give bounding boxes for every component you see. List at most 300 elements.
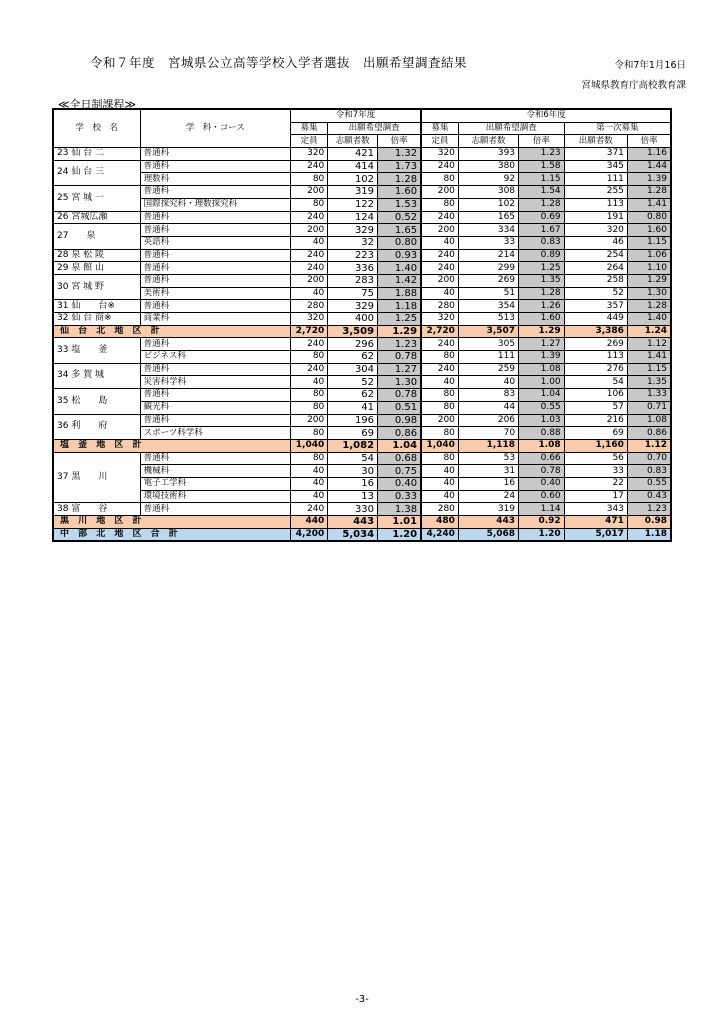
applicants-r6: 111 <box>458 351 518 364</box>
school-name: 31 仙 台※ <box>53 300 140 313</box>
course-name: 普通科 <box>140 300 290 313</box>
applicants-r6: 269 <box>458 274 518 287</box>
capacity-r6: 200 <box>421 186 458 199</box>
first-rate-r6: 1.33 <box>627 389 671 402</box>
rate-r6: 0.89 <box>519 249 565 262</box>
table-row <box>53 477 671 490</box>
capacity-r6: 240 <box>421 363 458 376</box>
first-applicants-r6: 33 <box>564 465 627 478</box>
capacity-r6: 240 <box>421 249 458 262</box>
rate-r6: 1.14 <box>519 503 565 516</box>
first-rate-r6: 1.29 <box>627 274 671 287</box>
rate-r7: 1.32 <box>378 148 422 161</box>
first-applicants-r6: 113 <box>564 351 627 364</box>
course-name: 普通科 <box>140 274 290 287</box>
rate-r6: 1.58 <box>519 160 565 173</box>
header-capacity-top-r6: 募集 <box>421 122 458 135</box>
applicants-r6: 5,068 <box>458 528 518 541</box>
capacity-r6: 240 <box>421 211 458 224</box>
first-rate-r6: 1.10 <box>627 262 671 275</box>
first-rate-r6: 1.28 <box>627 186 671 199</box>
applicants-r7: 62 <box>328 389 378 402</box>
header-capacity-top-r7: 募集 <box>290 122 327 135</box>
rate-r6: 1.27 <box>519 338 565 351</box>
course-name: スポーツ科学科 <box>140 427 290 440</box>
applicants-r6: 92 <box>458 173 518 186</box>
first-applicants-r6: 1,160 <box>564 439 627 452</box>
course-name: 普通科 <box>140 224 290 237</box>
course-name: ビジネス科 <box>140 351 290 364</box>
rate-r6: 1.29 <box>519 325 565 338</box>
school-name: 37 黒 川 <box>53 452 140 503</box>
course-name: 商業科 <box>140 313 290 326</box>
rate-r7: 1.40 <box>378 262 422 275</box>
table-row <box>53 148 671 161</box>
table-row <box>53 160 671 173</box>
rate-r6: 1.03 <box>519 414 565 427</box>
rate-r7: 1.27 <box>378 363 422 376</box>
course-name: 環境技術科 <box>140 490 290 503</box>
applicants-r6: 165 <box>458 211 518 224</box>
applicants-r6: 16 <box>458 477 518 490</box>
capacity-r7: 200 <box>290 274 327 287</box>
capacity-r7: 240 <box>290 211 327 224</box>
capacity-r6: 40 <box>421 465 458 478</box>
applicants-r7: 304 <box>328 363 378 376</box>
course-name: 普通科 <box>140 211 290 224</box>
total-label: 中 部 北 地 区 合 計 <box>53 528 290 541</box>
first-applicants-r6: 191 <box>564 211 627 224</box>
table-row <box>53 338 671 351</box>
applicants-r6: 33 <box>458 236 518 249</box>
table-row <box>53 224 671 237</box>
capacity-r6: 200 <box>421 274 458 287</box>
applicants-r6: 24 <box>458 490 518 503</box>
total-label: 仙 台 北 地 区 計 <box>53 325 290 338</box>
capacity-r6: 1,040 <box>421 439 458 452</box>
applicants-r6: 3,507 <box>458 325 518 338</box>
rate-r7: 1.20 <box>378 528 422 541</box>
capacity-r6: 80 <box>421 401 458 414</box>
rate-r6: 0.40 <box>519 477 565 490</box>
first-applicants-r6: 449 <box>564 313 627 326</box>
applicants-r7: 329 <box>328 224 378 237</box>
first-applicants-r6: 46 <box>564 236 627 249</box>
applicants-r7: 52 <box>328 376 378 389</box>
table-row <box>53 198 671 211</box>
capacity-r6: 320 <box>421 313 458 326</box>
course-name: 普通科 <box>140 414 290 427</box>
capacity-r7: 240 <box>290 249 327 262</box>
rate-r6: 0.60 <box>519 490 565 503</box>
first-rate-r6: 1.35 <box>627 376 671 389</box>
first-applicants-r6: 357 <box>564 300 627 313</box>
first-rate-r6: 0.71 <box>627 401 671 414</box>
table-row <box>53 389 671 402</box>
course-name: 観光科 <box>140 401 290 414</box>
first-rate-r6: 1.15 <box>627 363 671 376</box>
first-rate-r6: 1.60 <box>627 224 671 237</box>
rate-r7: 0.93 <box>378 249 422 262</box>
capacity-r7: 320 <box>290 148 327 161</box>
capacity-r6: 2,720 <box>421 325 458 338</box>
capacity-r7: 240 <box>290 160 327 173</box>
school-name: 33 塩 釜 <box>53 338 140 363</box>
capacity-r6: 240 <box>421 160 458 173</box>
capacity-r7: 80 <box>290 351 327 364</box>
rate-r7: 0.80 <box>378 236 422 249</box>
applicants-r6: 40 <box>458 376 518 389</box>
rate-r7: 0.75 <box>378 465 422 478</box>
first-rate-r6: 1.41 <box>627 198 671 211</box>
rate-r6: 0.66 <box>519 452 565 465</box>
applicants-r7: 75 <box>328 287 378 300</box>
table-row <box>53 262 671 275</box>
capacity-r7: 80 <box>290 401 327 414</box>
rate-r6: 1.04 <box>519 389 565 402</box>
capacity-r6: 240 <box>421 338 458 351</box>
header-course: 学 科・コース <box>140 109 290 148</box>
rate-r7: 1.73 <box>378 160 422 173</box>
header-first-applicants-r6: 出願者数 <box>564 135 627 148</box>
applicants-r7: 283 <box>328 274 378 287</box>
header-survey-r6: 出願希望調査 <box>458 122 564 135</box>
rate-r6: 1.26 <box>519 300 565 313</box>
capacity-r6: 40 <box>421 490 458 503</box>
applicants-r7: 13 <box>328 490 378 503</box>
capacity-r7: 40 <box>290 477 327 490</box>
applicants-r6: 102 <box>458 198 518 211</box>
first-rate-r6: 1.44 <box>627 160 671 173</box>
applicants-r7: 414 <box>328 160 378 173</box>
rate-r7: 0.52 <box>378 211 422 224</box>
first-rate-r6: 1.12 <box>627 338 671 351</box>
school-name: 35 松 島 <box>53 389 140 414</box>
table-row <box>53 452 671 465</box>
school-name: 26 宮城広瀬 <box>53 211 140 224</box>
page-number: -3- <box>355 994 369 1005</box>
table-header <box>53 109 671 148</box>
capacity-r7: 40 <box>290 287 327 300</box>
school-name: 25 宮 城 一 <box>53 186 140 211</box>
capacity-r7: 1,040 <box>290 439 327 452</box>
table-row <box>53 465 671 478</box>
applicants-r6: 354 <box>458 300 518 313</box>
first-rate-r6: 0.83 <box>627 465 671 478</box>
first-rate-r6: 1.16 <box>627 148 671 161</box>
rate-r7: 1.18 <box>378 300 422 313</box>
applicants-r6: 214 <box>458 249 518 262</box>
capacity-r7: 240 <box>290 262 327 275</box>
rate-r6: 1.08 <box>519 363 565 376</box>
applicants-r6: 319 <box>458 503 518 516</box>
first-rate-r6: 0.98 <box>627 516 671 529</box>
first-rate-r6: 0.43 <box>627 490 671 503</box>
header-first-round-r6: 第一次募集 <box>564 122 671 135</box>
rate-r6: 1.54 <box>519 186 565 199</box>
first-applicants-r6: 54 <box>564 376 627 389</box>
capacity-r7: 40 <box>290 465 327 478</box>
first-applicants-r6: 254 <box>564 249 627 262</box>
applicants-r7: 32 <box>328 236 378 249</box>
rate-r7: 0.78 <box>378 351 422 364</box>
header-rate-r7: 倍率 <box>378 135 422 148</box>
school-name: 34 多 賀 城 <box>53 363 140 388</box>
first-applicants-r6: 57 <box>564 401 627 414</box>
applicants-r7: 223 <box>328 249 378 262</box>
rate-r6: 1.25 <box>519 262 565 275</box>
first-rate-r6: 0.70 <box>627 452 671 465</box>
rate-r6: 0.83 <box>519 236 565 249</box>
school-name: 38 富 谷 <box>53 503 140 516</box>
total-label: 黒 川 地 区 計 <box>53 516 290 529</box>
table-row <box>53 490 671 503</box>
course-name: 普通科 <box>140 249 290 262</box>
applicants-r7: 319 <box>328 186 378 199</box>
rate-r7: 1.38 <box>378 503 422 516</box>
course-name: 国際探究科・理数探究科 <box>140 198 290 211</box>
capacity-r7: 240 <box>290 338 327 351</box>
rate-r7: 0.86 <box>378 427 422 440</box>
first-applicants-r6: 276 <box>564 363 627 376</box>
course-name: 電子工学科 <box>140 477 290 490</box>
school-name: 23 仙 台 二 <box>53 148 140 161</box>
capacity-r6: 40 <box>421 287 458 300</box>
applicants-r6: 44 <box>458 401 518 414</box>
rate-r7: 0.68 <box>378 452 422 465</box>
applicants-r7: 196 <box>328 414 378 427</box>
applicants-r7: 30 <box>328 465 378 478</box>
school-name: 30 宮 城 野 <box>53 274 140 299</box>
capacity-r7: 80 <box>290 389 327 402</box>
page-title: 令和７年度 宮城県公立高等学校入学者選抜 出願希望調査結果 <box>90 55 468 70</box>
rate-r7: 1.30 <box>378 376 422 389</box>
rate-r7: 1.28 <box>378 173 422 186</box>
rate-r6: 1.35 <box>519 274 565 287</box>
capacity-r7: 80 <box>290 173 327 186</box>
applicants-r7: 102 <box>328 173 378 186</box>
table-row <box>53 351 671 364</box>
applicants-r6: 443 <box>458 516 518 529</box>
capacity-r6: 4,240 <box>421 528 458 541</box>
table-row <box>53 503 671 516</box>
header-capacity-bottom-r7: 定員 <box>290 135 327 148</box>
course-name: 普通科 <box>140 160 290 173</box>
first-applicants-r6: 22 <box>564 477 627 490</box>
applicants-r7: 122 <box>328 198 378 211</box>
first-rate-r6: 1.23 <box>627 503 671 516</box>
applicants-r7: 3,509 <box>328 325 378 338</box>
course-name: 災害科学科 <box>140 376 290 389</box>
first-applicants-r6: 320 <box>564 224 627 237</box>
first-rate-r6: 1.41 <box>627 351 671 364</box>
first-applicants-r6: 216 <box>564 414 627 427</box>
grand-total-row <box>53 528 671 541</box>
capacity-r7: 2,720 <box>290 325 327 338</box>
applicants-r6: 206 <box>458 414 518 427</box>
applicants-r6: 31 <box>458 465 518 478</box>
table-row <box>53 236 671 249</box>
capacity-r7: 240 <box>290 503 327 516</box>
applicants-r6: 83 <box>458 389 518 402</box>
course-name: 機械科 <box>140 465 290 478</box>
capacity-r7: 200 <box>290 224 327 237</box>
applicants-r7: 330 <box>328 503 378 516</box>
table-row <box>53 211 671 224</box>
capacity-r6: 320 <box>421 148 458 161</box>
table-row <box>53 300 671 313</box>
first-applicants-r6: 264 <box>564 262 627 275</box>
table-row <box>53 427 671 440</box>
first-rate-r6: 0.55 <box>627 477 671 490</box>
applicants-r7: 421 <box>328 148 378 161</box>
applicants-r6: 1,118 <box>458 439 518 452</box>
capacity-r6: 200 <box>421 224 458 237</box>
first-applicants-r6: 56 <box>564 452 627 465</box>
applicants-r6: 259 <box>458 363 518 376</box>
capacity-r7: 80 <box>290 198 327 211</box>
header-capacity-bottom-r6: 定員 <box>421 135 458 148</box>
rate-r6: 1.15 <box>519 173 565 186</box>
applicants-r7: 400 <box>328 313 378 326</box>
table-row <box>53 376 671 389</box>
applicants-r6: 53 <box>458 452 518 465</box>
capacity-r7: 200 <box>290 186 327 199</box>
applicants-r7: 443 <box>328 516 378 529</box>
rate-r6: 1.00 <box>519 376 565 389</box>
rate-r6: 1.23 <box>519 148 565 161</box>
first-rate-r6: 1.39 <box>627 173 671 186</box>
rate-r6: 0.88 <box>519 427 565 440</box>
course-name: 普通科 <box>140 186 290 199</box>
capacity-r6: 80 <box>421 173 458 186</box>
applicants-r7: 329 <box>328 300 378 313</box>
rate-r7: 0.98 <box>378 414 422 427</box>
header-r7: 令和7年度 <box>290 109 421 122</box>
capacity-r6: 80 <box>421 198 458 211</box>
header-r6: 令和6年度 <box>421 109 671 122</box>
subtotal-row <box>53 516 671 529</box>
capacity-r6: 80 <box>421 351 458 364</box>
rate-r6: 1.08 <box>519 439 565 452</box>
rate-r6: 0.92 <box>519 516 565 529</box>
first-rate-r6: 1.15 <box>627 236 671 249</box>
applicants-r7: 41 <box>328 401 378 414</box>
course-name: 普通科 <box>140 262 290 275</box>
applicants-r7: 296 <box>328 338 378 351</box>
capacity-r6: 40 <box>421 376 458 389</box>
course-name: 英語科 <box>140 236 290 249</box>
table-row <box>53 287 671 300</box>
applicants-r7: 54 <box>328 452 378 465</box>
capacity-r7: 240 <box>290 363 327 376</box>
rate-r7: 1.25 <box>378 313 422 326</box>
school-name: 32 仙 台 商※ <box>53 313 140 326</box>
results-table <box>52 108 672 542</box>
rate-r7: 0.33 <box>378 490 422 503</box>
capacity-r7: 440 <box>290 516 327 529</box>
first-applicants-r6: 371 <box>564 148 627 161</box>
category-label: ≪全日制課程≫ <box>58 98 137 111</box>
rate-r6: 1.60 <box>519 313 565 326</box>
course-name: 理数科 <box>140 173 290 186</box>
first-applicants-r6: 5,017 <box>564 528 627 541</box>
capacity-r6: 200 <box>421 414 458 427</box>
capacity-r6: 280 <box>421 300 458 313</box>
header-applicants-r6: 志願者数 <box>458 135 518 148</box>
table-row <box>53 313 671 326</box>
rate-r7: 0.40 <box>378 477 422 490</box>
applicants-r7: 5,034 <box>328 528 378 541</box>
first-rate-r6: 1.08 <box>627 414 671 427</box>
capacity-r6: 480 <box>421 516 458 529</box>
rate-r6: 1.39 <box>519 351 565 364</box>
applicants-r6: 305 <box>458 338 518 351</box>
table-row <box>53 401 671 414</box>
first-rate-r6: 0.80 <box>627 211 671 224</box>
table-row <box>53 414 671 427</box>
first-applicants-r6: 69 <box>564 427 627 440</box>
applicants-r6: 51 <box>458 287 518 300</box>
course-name: 美術科 <box>140 287 290 300</box>
capacity-r6: 40 <box>421 236 458 249</box>
capacity-r7: 280 <box>290 300 327 313</box>
table-row <box>53 274 671 287</box>
applicants-r7: 124 <box>328 211 378 224</box>
header-first-rate-r6: 倍率 <box>627 135 671 148</box>
rate-r7: 1.42 <box>378 274 422 287</box>
course-name: 普通科 <box>140 452 290 465</box>
table-body <box>53 148 671 542</box>
school-name: 28 泉 松 陵 <box>53 249 140 262</box>
rate-r7: 1.04 <box>378 439 422 452</box>
rate-r7: 0.78 <box>378 389 422 402</box>
rate-r7: 1.60 <box>378 186 422 199</box>
first-applicants-r6: 3,386 <box>564 325 627 338</box>
school-name: 27 泉 <box>53 224 140 249</box>
applicants-r7: 62 <box>328 351 378 364</box>
header-school: 学 校 名 <box>53 109 140 148</box>
applicants-r6: 380 <box>458 160 518 173</box>
table-row <box>53 173 671 186</box>
first-rate-r6: 1.24 <box>627 325 671 338</box>
capacity-r7: 80 <box>290 427 327 440</box>
first-rate-r6: 1.30 <box>627 287 671 300</box>
applicants-r6: 308 <box>458 186 518 199</box>
course-name: 普通科 <box>140 389 290 402</box>
table-row <box>53 363 671 376</box>
capacity-r6: 80 <box>421 427 458 440</box>
capacity-r6: 40 <box>421 477 458 490</box>
first-applicants-r6: 471 <box>564 516 627 529</box>
applicants-r6: 513 <box>458 313 518 326</box>
applicants-r7: 336 <box>328 262 378 275</box>
capacity-r6: 80 <box>421 452 458 465</box>
rate-r7: 1.23 <box>378 338 422 351</box>
capacity-r7: 4,200 <box>290 528 327 541</box>
rate-r6: 0.69 <box>519 211 565 224</box>
total-label: 塩 釜 地 区 計 <box>53 439 290 452</box>
report-date: 令和7年1月16日 <box>614 60 686 71</box>
first-applicants-r6: 111 <box>564 173 627 186</box>
first-applicants-r6: 269 <box>564 338 627 351</box>
first-applicants-r6: 113 <box>564 198 627 211</box>
first-applicants-r6: 52 <box>564 287 627 300</box>
applicants-r6: 334 <box>458 224 518 237</box>
capacity-r7: 40 <box>290 490 327 503</box>
header-applicants-r7: 志願者数 <box>328 135 378 148</box>
rate-r6: 1.28 <box>519 287 565 300</box>
